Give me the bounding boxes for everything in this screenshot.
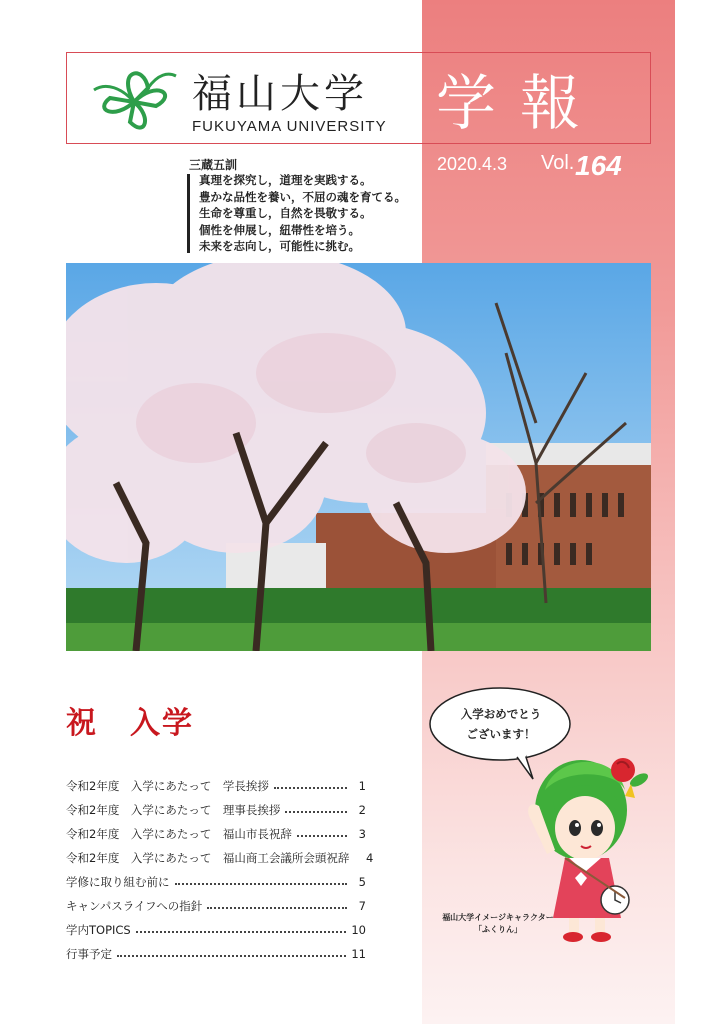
- cherry-blossom-campus-photo: [66, 263, 651, 651]
- motto-list: [199, 172, 406, 255]
- speech-bubble-line: 入学おめでとう: [460, 707, 542, 721]
- toc-item[interactable]: [66, 920, 366, 940]
- toc-item[interactable]: [66, 776, 366, 796]
- toc-item-page: 7: [358, 899, 366, 913]
- toc-item-title: 学修に取り組む前に: [66, 875, 170, 889]
- toc-item-title: 令和2年度 入学にあたって 理事長挨拶: [66, 803, 281, 817]
- university-name-english: FUKUYAMA UNIVERSITY: [192, 118, 387, 135]
- speech-bubble-text: [436, 704, 566, 744]
- volume-number: 164: [575, 150, 622, 181]
- toc-item-page: 11: [351, 947, 366, 961]
- toc-item[interactable]: [66, 872, 366, 892]
- toc-item-page: 5: [358, 875, 366, 889]
- motto-divider: [187, 174, 190, 253]
- motto-line: 豊かな品性を養い，不屈の魂を育てる。: [199, 189, 406, 204]
- toc-item[interactable]: [66, 848, 374, 868]
- toc-item-page: 1: [358, 779, 366, 793]
- university-name: 福山大学: [192, 71, 368, 117]
- toc-item-page: 10: [351, 923, 366, 937]
- toc-item-title: 学内TOPICS: [66, 923, 131, 937]
- toc-item-page: 2: [358, 803, 366, 817]
- toc-item-page: 3: [358, 827, 366, 841]
- toc-item-title: 令和2年度 入学にあたって 福山商工会議所会頭祝辞: [66, 851, 350, 865]
- toc-leader: [285, 811, 347, 813]
- mascot-caption-line: 「ふくりん」: [474, 925, 522, 934]
- feature-headline: 祝 入学: [66, 706, 194, 741]
- toc-item[interactable]: [66, 944, 366, 964]
- toc-item[interactable]: [66, 824, 366, 844]
- toc-item-title: 行事予定: [66, 947, 112, 961]
- motto-line: 真理を探究し，道理を実践する。: [199, 173, 372, 187]
- mascot-caption: [428, 912, 568, 936]
- toc-leader: [175, 883, 348, 885]
- motto-line: 未来を志向し，可能性に挑む。: [199, 239, 360, 253]
- toc-leader: [297, 835, 347, 837]
- toc-item-title: 令和2年度 入学にあたって 福山市長祝辞: [66, 827, 292, 841]
- toc-leader: [207, 907, 347, 909]
- issue-date: 2020.4.3: [437, 154, 508, 174]
- motto-line: 生命を尊重し，自然を畏敬する。: [199, 206, 372, 220]
- motto-title: 三蔵五訓: [189, 158, 238, 172]
- speech-bubble-line: ございます！: [466, 727, 536, 741]
- toc-item-title: キャンパスライフへの指針: [66, 899, 203, 913]
- university-logo-icon: [86, 60, 182, 140]
- toc-leader: [274, 787, 347, 789]
- toc-item-page: 4: [366, 851, 374, 865]
- toc-leader: [117, 955, 346, 957]
- toc-leader: [136, 931, 347, 933]
- motto-line: 個性を伸展し，紐帯性を培う。: [199, 222, 360, 237]
- publication-title: 学報: [436, 69, 604, 139]
- mascot-caption-line: 福山大学イメージキャラクター: [442, 913, 554, 922]
- toc-item-title: 令和2年度 入学にあたって 学長挨拶: [66, 779, 269, 793]
- toc-item[interactable]: [66, 896, 366, 916]
- volume-label: Vol.: [541, 152, 575, 174]
- toc-item[interactable]: [66, 800, 366, 820]
